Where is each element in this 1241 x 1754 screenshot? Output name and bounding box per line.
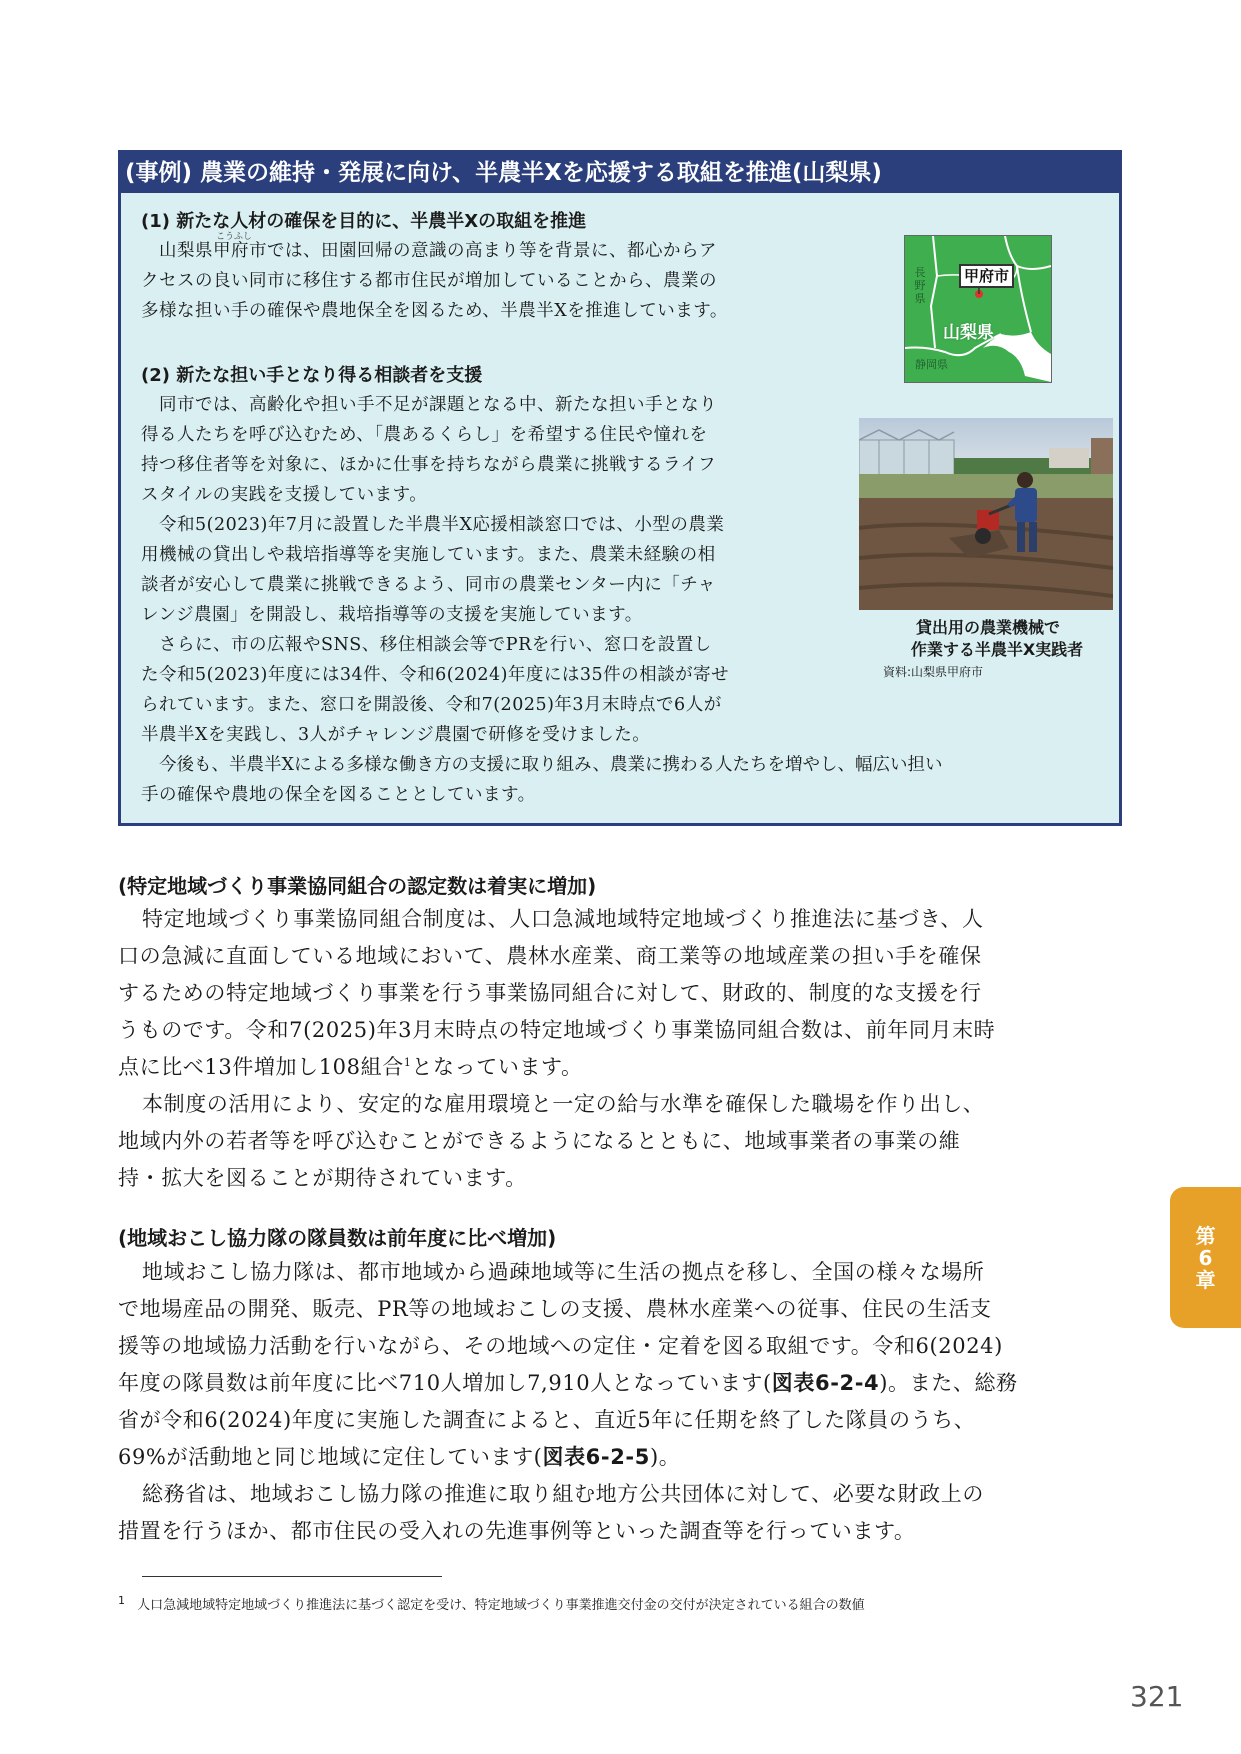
map-label-nagano: 長野県	[914, 266, 926, 305]
section-a-line-5-text: 点に比べ13件増加し108組合	[118, 1055, 404, 1079]
case-s2-line-3: 持つ移住者等を対象に、ほかに仕事を持ちながら農業に挑戦するライフ	[141, 455, 716, 475]
map-label-shizuoka: 静岡県	[915, 358, 948, 371]
case-s2-line-8: レンジ農園」を開設し、栽培指導等の支援を実施しています。	[141, 605, 643, 625]
section-a-line-3: するための特定地域づくり事業を行う事業協同組合に対して、財政的、制度的な支援を行	[118, 981, 982, 1005]
section-b-line-6-text: 69%が活動地と同じ地域に定住しています(	[118, 1445, 543, 1469]
section-a-line-2: 口の急減に直面している地域において、農林水産業、商工業等の地域産業の担い手を確保	[118, 944, 982, 968]
section-a-line-5-tail: となっています。	[411, 1055, 583, 1079]
section-b-line-4-text: 年度の隊員数は前年度に比べ710人増加し7,910人となっています(	[118, 1371, 772, 1395]
page-number: 321	[1130, 1680, 1184, 1713]
section-a-line-4: うものです。令和7(2025)年3月末時点の特定地域づくり事業協同組合数は、前年同月末時	[118, 1018, 996, 1042]
section-a-line-8: 持・拡大を図ることが期待されています。	[118, 1166, 527, 1190]
section-a-heading: (特定地域づくり事業協同組合の認定数は着実に増加)	[118, 874, 597, 898]
case-s1-line-2: クセスの良い同市に移住する都市住民が増加していることから、農業の	[141, 271, 717, 291]
case-s2-line-11: られています。また、窓口を開設後、令和7(2025)年3月末時点で6人が	[141, 695, 722, 715]
photo-caption-line-1: 貸出用の農業機械で	[915, 618, 1060, 637]
case-section2-heading: (2) 新たな担い手となり得る相談者を支援	[141, 365, 483, 386]
case-s1-line-3: 多様な担い手の確保や農地保全を図るため、半農半Xを推進しています。	[141, 301, 728, 321]
farming-photo	[859, 418, 1113, 610]
case-s2-line-6: 用機械の貸出しや栽培指導等を実施しています。また、農業未経験の相	[141, 545, 716, 565]
section-b-heading: (地域おこし協力隊の隊員数は前年度に比べ増加)	[118, 1226, 557, 1250]
footnote	[118, 1594, 865, 1613]
footnote-reference-1[interactable]: 1	[403, 1056, 412, 1069]
case-study-title: (事例) 農業の維持・発展に向け、半農半Xを応援する取組を推進(山梨県)	[121, 153, 1119, 193]
map-label-yamanashi: 山梨県	[943, 323, 994, 343]
section-b-line-8: 措置を行うほか、都市住民の受入れの先進事例等といった調査等を行っています。	[118, 1519, 916, 1543]
case-s2-line-2: 得る人たちを呼び込むため、「農あるくらし」を希望する住民や憧れを	[141, 425, 708, 445]
case-s2-line-10: た令和5(2023)年度には34件、令和6(2024)年度には35件の相談が寄せ	[141, 665, 730, 685]
section-a-line-7: 地域内外の若者等を呼び込むことができるようになるとともに、地域事業者の事業の維	[118, 1129, 961, 1153]
farming-photo-graphic	[859, 418, 1113, 610]
section-a-line-1: 特定地域づくり事業協同組合制度は、人口急減地域特定地域づくり推進法に基づき、人	[142, 907, 984, 931]
footnote-text: 人口急減地域特定地域づくり推進法に基づく認定を受け、特定地域づくり事業推進交付金の交付が決定されている組合の数値	[137, 1598, 865, 1614]
chapter-tab-line-1: 第	[1195, 1223, 1216, 1248]
case-study-box	[118, 150, 1122, 826]
case-s2-line-12: 半農半Xを実践し、3人がチャレンジ農園で研修を受けました。	[141, 725, 651, 745]
photo-credit: 資料:山梨県甲府市	[883, 665, 984, 679]
footnote-number: 1	[118, 1594, 125, 1607]
map-label-kofu: 甲府市	[959, 264, 1014, 288]
section-b-line-4-tail: )。また、総務	[879, 1371, 1018, 1395]
case-s1-line-1: 山梨県甲府市では、田園回帰の意識の高まり等を背景に、都心からア	[159, 241, 717, 261]
section-a-line-5	[118, 1051, 583, 1081]
case-s2-line-7: 談者が安心して農業に挑戦できるよう、同市の農業センター内に「チャ	[141, 575, 716, 595]
section-b-line-2: で地場産品の開発、販売、PR等の地域おこしの支援、農林水産業への従事、住民の生活支	[118, 1297, 992, 1321]
section-b-line-4	[118, 1367, 1018, 1397]
figure-ref-6-2-5[interactable]: 図表6-2-5	[542, 1445, 650, 1469]
section-b-line-3: 援等の地域協力活動を行いながら、その地域への定住・定着を図る取組です。令和6(2024)	[118, 1334, 1003, 1358]
case-s2-line-4: スタイルの実践を支援しています。	[141, 485, 428, 505]
chapter-tab-number: 6	[1198, 1245, 1213, 1270]
photo-caption-line-2: 作業する半農半X実践者	[910, 640, 1084, 659]
section-b-line-6-tail: )。	[649, 1445, 681, 1469]
case-s2-line-9: さらに、市の広報やSNS、移住相談会等でPRを行い、窓口を設置し	[159, 635, 712, 655]
section-a-line-6: 本制度の活用により、安定的な雇用環境と一定の給与水準を確保した職場を作り出し、	[142, 1092, 985, 1116]
case-s2-line-13: 今後も、半農半Xによる多様な働き方の支援に取り組み、農業に携わる人たちを増やし、幅広い担い	[159, 755, 943, 775]
section-b-line-6	[118, 1441, 680, 1471]
figure-ref-6-2-4[interactable]: 図表6-2-4	[771, 1371, 880, 1395]
section-b-line-5: 省が令和6(2024)年度に実施した調査によると、直近5年に任期を終了した隊員のうち、	[118, 1408, 976, 1432]
case-section1-heading: (1) 新たな人材の確保を目的に、半農半Xの取組を推進	[141, 211, 587, 232]
chapter-tab-line-3: 章	[1195, 1267, 1216, 1292]
case-s2-line-14: 手の確保や農地の保全を図ることとしています。	[141, 785, 536, 805]
location-map	[904, 235, 1052, 383]
section-b-line-1: 地域おこし協力隊は、都市地域から過疎地域等に生活の拠点を移し、全国の様々な場所	[142, 1260, 985, 1284]
chapter-tab[interactable]	[1170, 1187, 1241, 1328]
ruby-kofushi: こうふし	[216, 232, 253, 242]
section-b-line-7: 総務省は、地域おこし協力隊の推進に取り組む地方公共団体に対して、必要な財政上の	[142, 1482, 984, 1506]
case-s2-line-5: 令和5(2023)年7月に設置した半農半X応援相談窓口では、小型の農業	[159, 515, 725, 535]
footnote-divider	[142, 1576, 442, 1577]
case-s2-line-1: 同市では、高齢化や担い手不足が課題となる中、新たな担い手となり	[159, 395, 717, 415]
